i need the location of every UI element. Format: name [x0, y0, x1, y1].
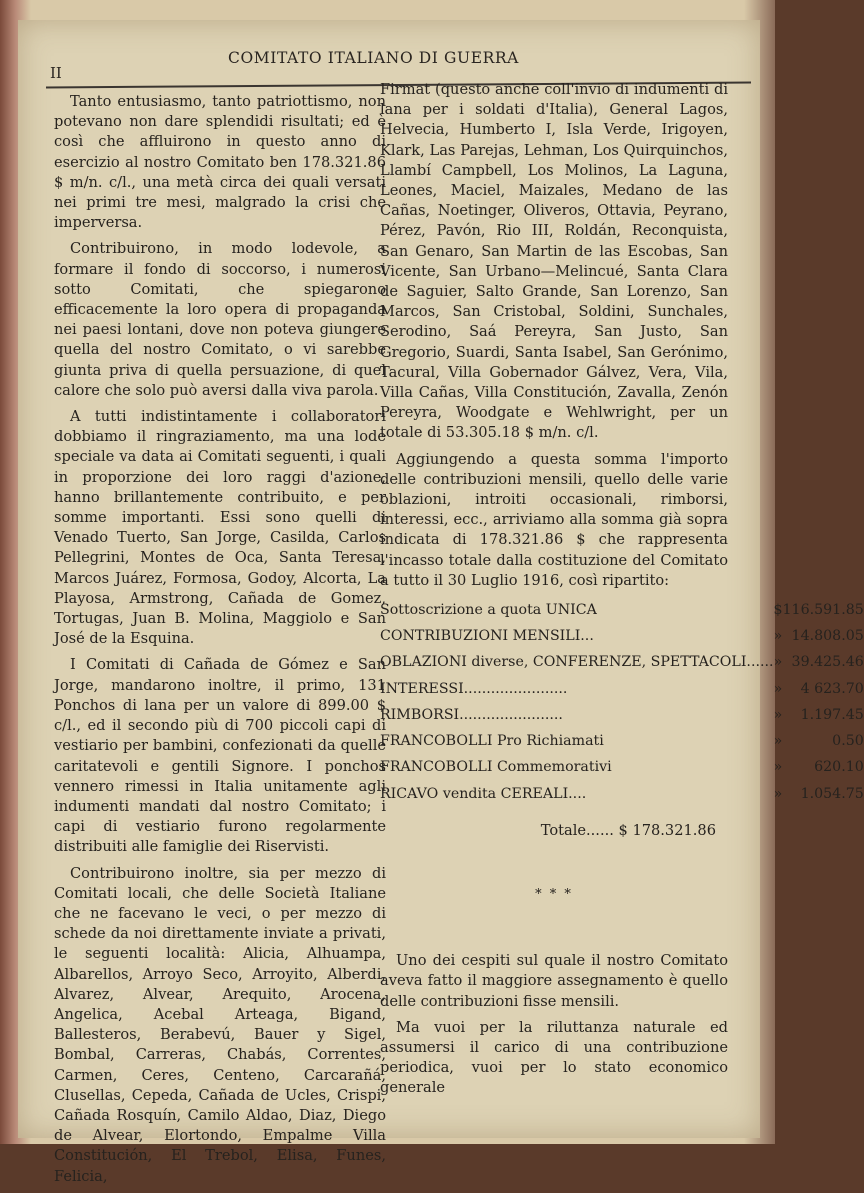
paragraph: I Comitati di Cañada de Gómez e San Jorge, mandarono inoltre, il primo, 131 Ponchos di lana per un valore di 899.00 $ c/l., ed il secondo più di 700 piccoli capi di vestiario per bambini, confezionati da quelle caritatevoli e gentili Signore. I ponchos vennero rimessi in Italia unitamente agli indumenti mandati dal nostro Comitato; i capi di vestiario furono regolarmente distribuiti alle famiglie dei Riservisti. [54, 656, 386, 856]
total-label: Totale...... [540, 821, 614, 839]
paragraph: Tanto entusiasmo, tanto patriottismo, non potevano non dare splendidi risultati; ed è così che affluirono in questo anno di esercizio al nostro Comitato ben 178.321.86 $ m/n. c/l., una metà circa dei quali versati nei primi tre mesi, malgrado la crisi che imperversa. [54, 93, 386, 232]
breakdown-row [380, 728, 864, 754]
breakdown-row [380, 597, 864, 623]
paragraph: Uno dei cespiti sul quale il nostro Comitato aveva fatto il maggiore assegnamento è quello delle contribuzioni fisse mensili. [380, 952, 728, 1010]
breakdown-row [380, 649, 864, 675]
section-separator: * * * [535, 886, 573, 902]
page-number: II [50, 64, 62, 82]
breakdown-amount: 116.591.85 [782, 602, 864, 619]
breakdown-amount: 620.10 [814, 759, 864, 776]
breakdown-label: CONTRIBUZIONI MENSILI... [380, 628, 594, 645]
total-currency: $ [618, 821, 628, 839]
left-column [54, 92, 386, 1193]
breakdown-currency: » [773, 733, 783, 750]
breakdown-currency: » [773, 759, 783, 776]
paragraph: Ma vuoi per la riluttanza naturale ed assumersi il carico di una contribuzione periodica, vuoi per lo stato economico generale [380, 1018, 728, 1097]
breakdown-amount: 39.425.46 [791, 654, 864, 671]
breakdown-amount: 14.808.05 [791, 628, 864, 645]
breakdown-label: FRANCOBOLLI Pro Richiamati [380, 733, 604, 750]
breakdown-amount: 1.197.45 [800, 706, 864, 723]
breakdown-label: Sottoscrizione a quota UNICA [380, 602, 597, 619]
breakdown-label: RICAVO vendita CEREALI.... [380, 785, 587, 802]
paragraph: Firmat (questo anche coll'invio di indumenti di lana per i soldati d'Italia), General Lagos, Helvecia, Humberto I, Isla Verde, Irigoyen, Klark, Las Parejas, Lehman, Los Quirquinchos, Llambí Campbell, Los Molinos, La Laguna, Leones, Maciel, Maizales, Medano de las Cañas, Noetinger, Oliveros, Ottavia, Peyrano, Pérez, Pavón, Rio III, Roldán, Reconquista, San Genaro, San Martin de las Escobas, San Vicente, San Urbano—Melincué, Santa Clara de Saguier, Salto Grande, San Lorenzo, San Marcos, San Cristobal, Soldini, Sunchales, Serodino, Saá Pereyra, San Justo, San Gregorio, Suardi, Santa Isabel, San Gerónimo, Tacural, Villa Gobernador Gálvez, Vera, Vila, Villa Cañas, Villa Constitución, Zavalla, Zenón Pereyra, Woodgate e Wehlwright, per un totale di 53.305.18 $ m/n. c/l. [380, 81, 728, 442]
breakdown-label: RIMBORSI....................... [380, 706, 563, 723]
breakdown-row [380, 676, 864, 702]
paragraph: Contribuirono inoltre, sia per mezzo di Comitati locali, che delle Società Italiane che ne facevano le veci, o per mezzo di schede da noi direttamente inviate a privati, le seguenti località: Alicia, Alhuampa, Albarellos, Arroyo Seco, Arroyito, Alberdi, Alvarez, Alvear, Arequito, Arocena, Angelica, Acebal Arteaga, Bigand, Ballesteros, Berabevú, Bauer y Sigel, Bombal, Carreras, Chabás, Correntes, Carmen, Ceres, Centeno, Carcarañá, Clusellas, Cepeda, Cañada de Ucles, Crispi, Cañada Rosquín, Camilo Aldao, Diaz, Diego de Alvear, Elortondo, Empalme Villa Constitución, El Trebol, Elisa, Funes, Felicia, [54, 864, 386, 1185]
breakdown-currency: » [773, 680, 783, 697]
breakdown-row [380, 754, 864, 780]
paragraph: Contribuirono, in modo lodevole, a formare il fondo di soccorso, i numerosi sotto Comitati, che spiegarono efficacemente la loro opera di propaganda nei paesi lontani, dove non poteva giungere quella del nostro Comitato, o vi sarebbe giunta priva di quella persuazione, di quel calore che solo può aversi dalla viva parola. [54, 240, 386, 399]
breakdown-amount: 4 623.70 [800, 680, 864, 697]
total-amount: 178.321.86 [632, 821, 716, 839]
running-title: COMITATO ITALIANO DI GUERRA [228, 49, 519, 67]
breakdown-row [380, 702, 864, 728]
breakdown-label: OBLAZIONI diverse, CONFERENZE, SPETTACOLI...... [380, 654, 774, 671]
paragraph: Aggiungendo a questa somma l'importo delle contribuzioni mensili, quello delle varie oblazioni, introiti occasionali, rimborsi, interessi, ecc., arriviamo alla somma già sopra indicata di 178.321.86 $ che rappresenta l'incasso totale dalla costituzione del Comitato a tutto il 30 Luglio 1916, così ripartito: [380, 450, 728, 589]
breakdown-amount: 1.054.75 [800, 785, 864, 802]
breakdown-currency: » [773, 785, 783, 802]
breakdown-row [380, 623, 864, 649]
breakdown-currency: » [773, 706, 783, 723]
breakdown-row [380, 781, 864, 807]
breakdown-label: FRANCOBOLLI Commemorativi [380, 759, 612, 776]
document-page [18, 20, 864, 1185]
breakdown-label: INTERESSI....................... [380, 680, 568, 697]
breakdown-currency: » [773, 654, 783, 671]
total-row [380, 821, 728, 841]
right-column [380, 80, 864, 1105]
breakdown-currency: $ [773, 602, 783, 619]
breakdown-currency: » [773, 628, 783, 645]
breakdown-amount: 0.50 [832, 733, 864, 750]
paragraph: A tutti indistintamente i collaboratori dobbiamo il ringraziamento, ma una lode speciale va data ai Comitati seguenti, i quali in proporzione dei loro raggi d'azione, hanno brillantemente contribuito, e per somme importanti. Essi sono quelli di Venado Tuerto, San Jorge, Casilda, Carlos Pellegrini, Montes de Oca, Santa Teresa, Marcos Juárez, Formosa, Godoy, Alcorta, La Playosa, Armstrong, Cañada de Gomez, Tortugas, Juan B. Molina, Maggiolo e San José de la Esquina. [54, 408, 386, 648]
breakdown-table [380, 597, 864, 807]
